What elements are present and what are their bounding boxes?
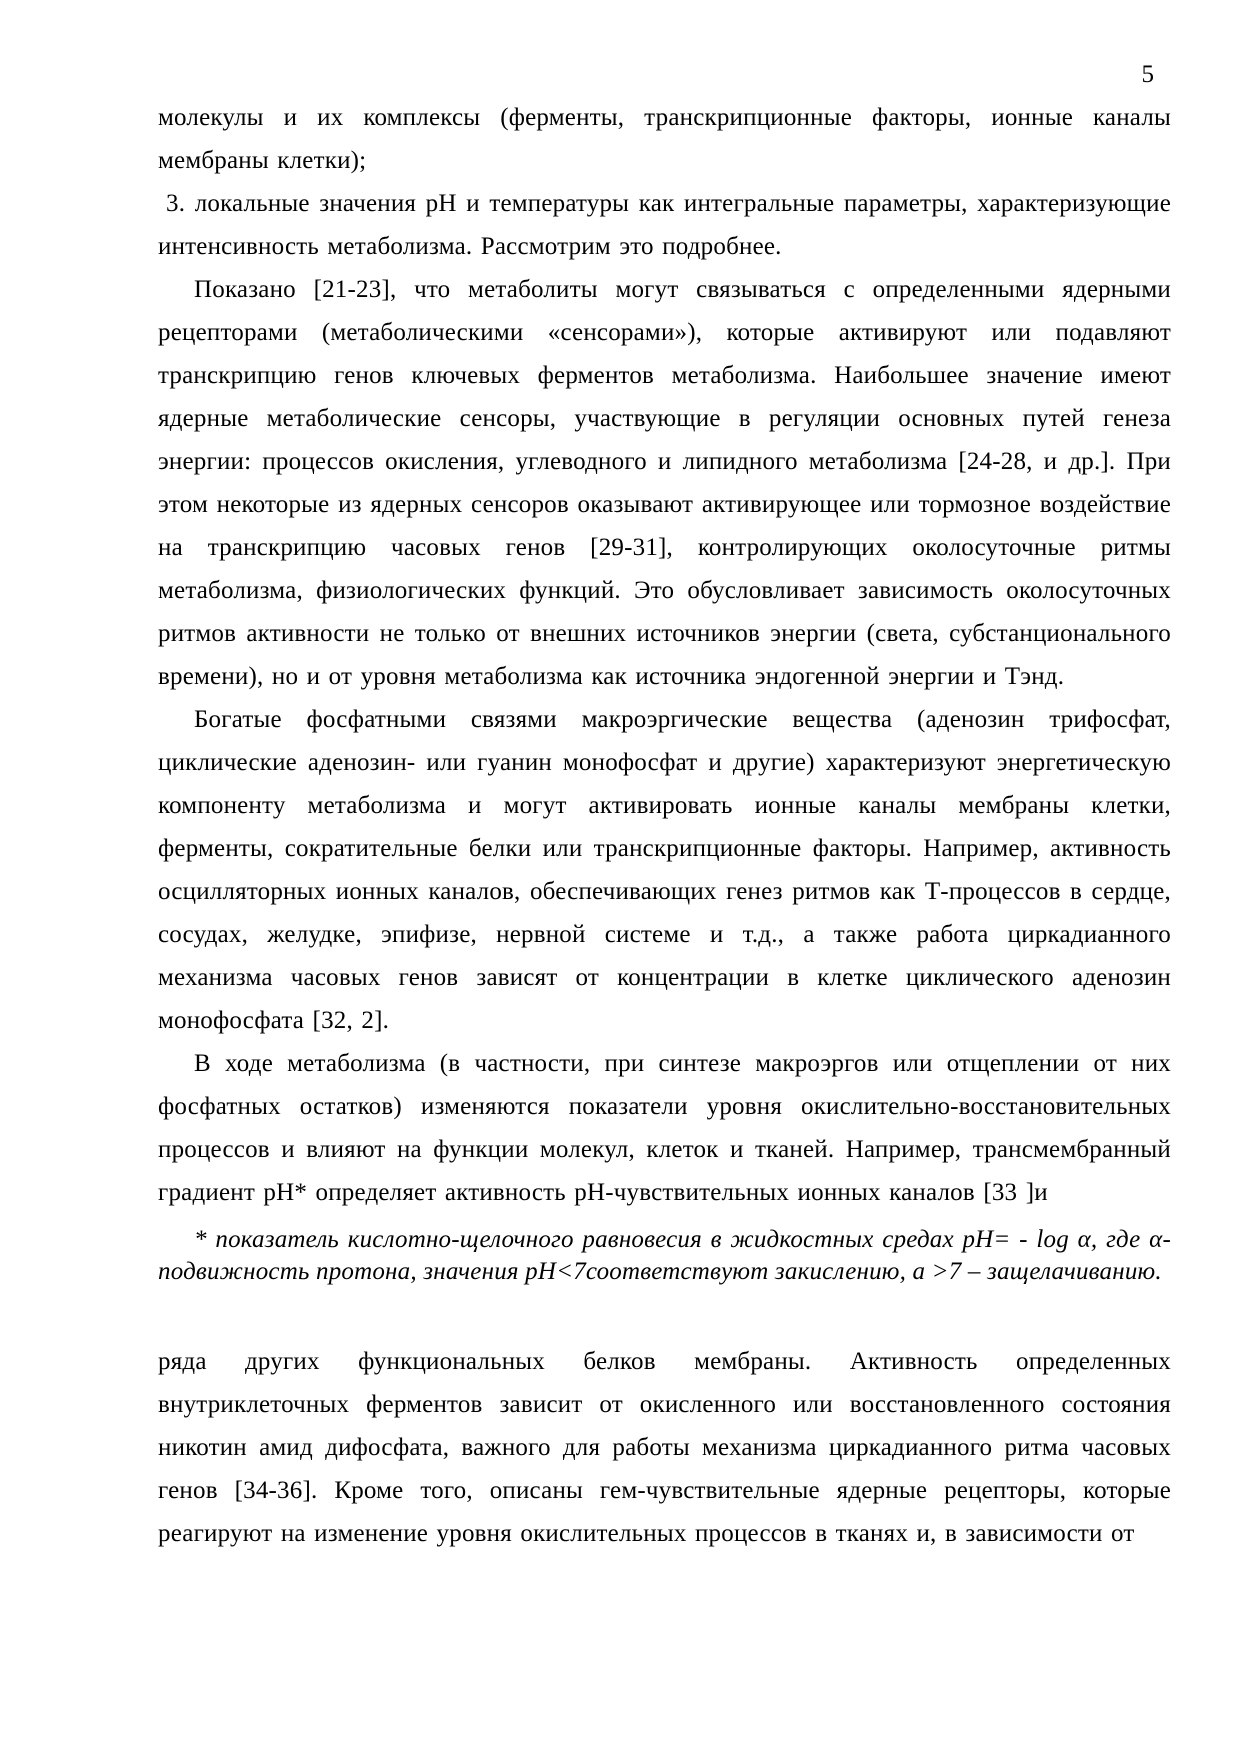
paragraph-macroergic-substances: Богатые фосфатными связями макроэргические вещества (аденозин трифосфат, циклические аденозин- или гуанин монофосфат и другие) характеризуют энергетическую компоненту метаболизма и могут активировать ионные каналы мембраны клетки, ферменты, сократительные белки или транскрипционные факторы. Например, активность осцилляторных ионных каналов, обеспечивающих генез ритмов как Т-процессов в сердце, сосудах, желудке, эпифизе, нервной системе и т.д., а также работа циркадианного механизма часовых генов зависят от концентрации в клетке циклического аденозин монофосфата [32, 2]. [158,706,1171,1034]
text-block [158,96,1171,1555]
paragraph-continuation-from-previous-page: молекулы и их комплексы (ферменты, транскрипционные факторы, ионные каналы мембраны клетки); [158,104,1171,174]
footnote-ph-definition: * показатель кислотно-щелочного равновесия в жидкостных средах рН= - log α, где α-подвижность протона, значения рН<7соответствуют закислению, а >7 – защелачиванию. [158,1226,1171,1285]
paragraph-nuclear-sensors: Показано [21-23], что метаболиты могут связываться с определенными ядерными рецепторами (метаболическими «сенсорами»), которые активируют или подавляют транскрипцию генов ключевых ферментов метаболизма. Наибольшее значение имеют ядерные метаболические сенсоры, участвующие в регуляции основных путей генеза энергии: процессов окисления, углеводного и липидного метаболизма [24-28, и др.]. При этом некоторые из ядерных сенсоров оказывают активирующее или тормозное воздействие на транскрипцию часовых генов [29-31], контролирующих околосуточные ритмы метаболизма, физиологических функций. Это обусловливает зависимость околосуточных ритмов активности не только от внешних источников энергии (света, субстанционального времени), но и от уровня метаболизма как источника эндогенной энергии и Тэнд. [158,276,1171,690]
paragraph-metabolism-ph: В ходе метаболизма (в частности, при синтезе макроэргов или отщеплении от них фосфатных остатков) изменяются показатели уровня окислительно-восстановительных процессов и влияют на функции молекул, клеток и тканей. Например, трансмембранный градиент рН* определяет активность рН-чувствительных ионных каналов [33 ]и [158,1050,1171,1206]
paragraph-membrane-proteins: ряда других функциональных белков мембраны. Активность определенных внутриклеточных ферментов зависит от окисленного или восстановленного состояния никотин амид дифосфата, важного для работы механизма циркадианного ритма часовых генов [34-36]. Кроме того, описаны гем-чувствительные ядерные рецепторы, которые реагируют на изменение уровня окислительных процессов в тканях и, в зависимости от [158,1348,1171,1547]
paragraph-list-item-3: 3. локальные значения рН и температуры как интегральные параметры, характеризующие интенсивность метаболизма. Рассмотрим это подробнее. [158,190,1171,260]
page-number: 5 [1141,61,1154,88]
